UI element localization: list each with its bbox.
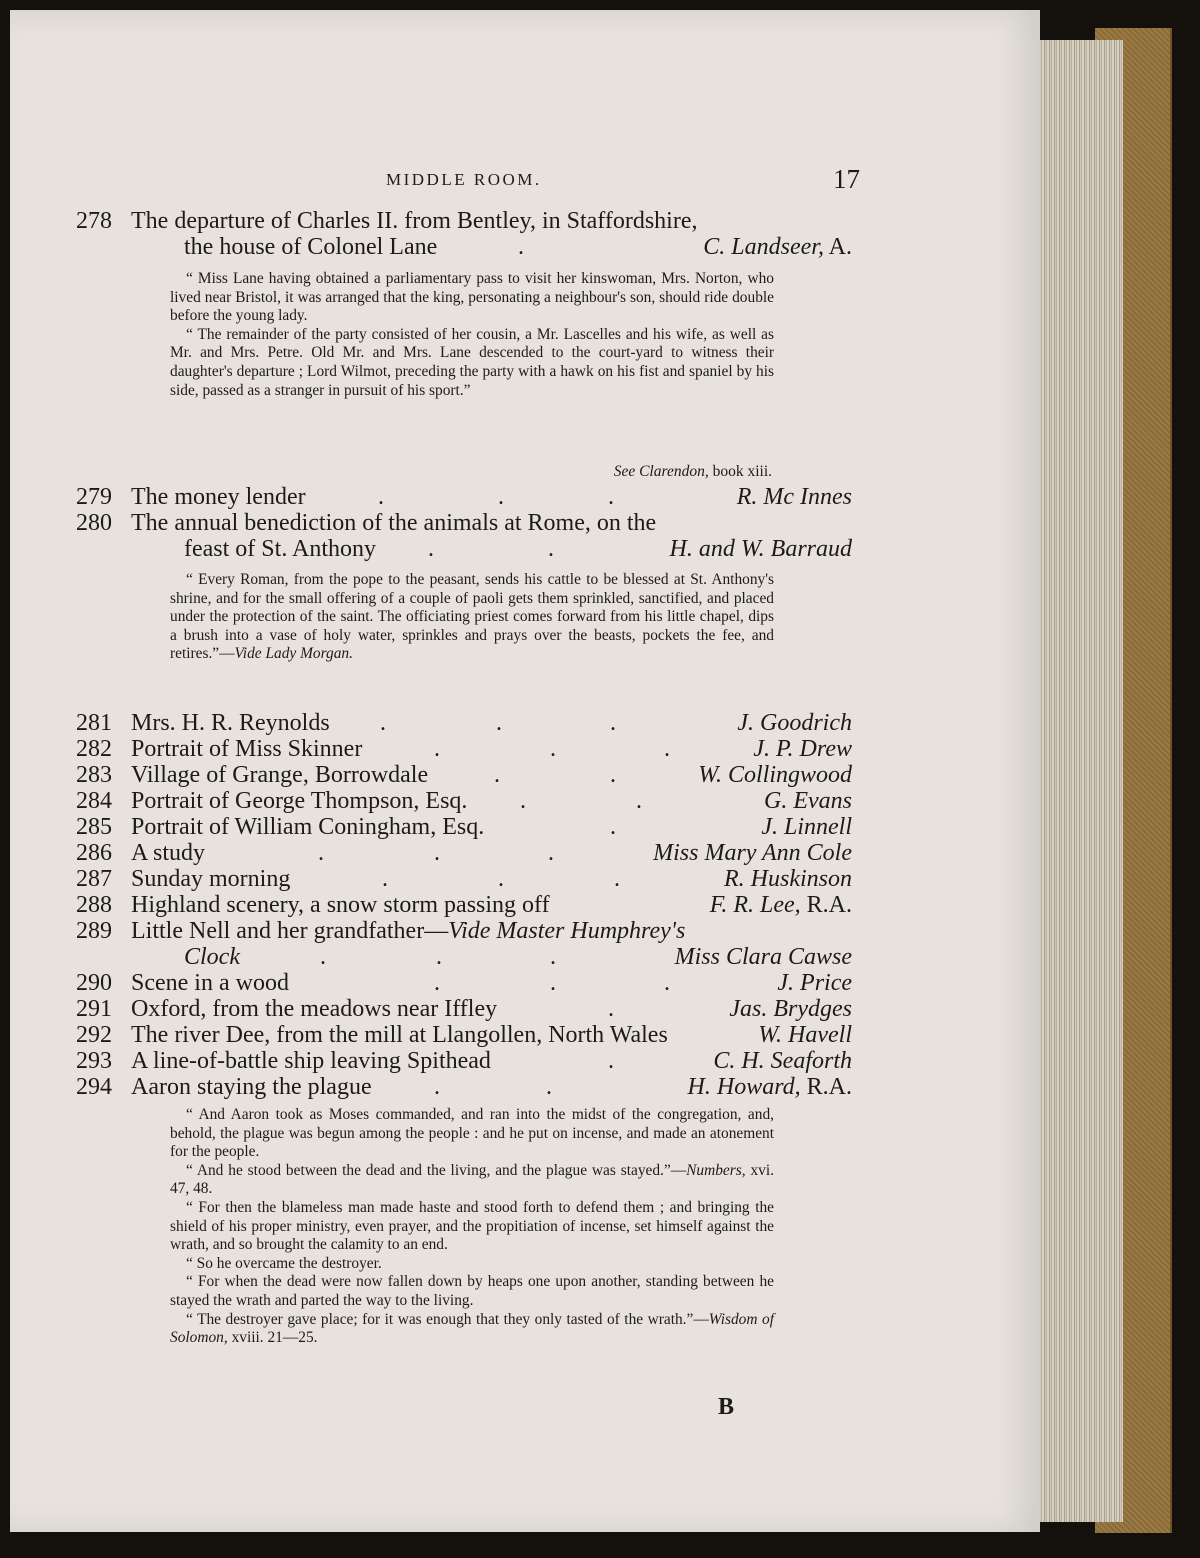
quote-paragraph: “ Every Roman, from the pope to the peasant, sends his cattle to be blessed at St. Anthony's shrine, and for the small offering of a couple of paoli gets them sprinkled, sanctified, and placed under the protection of the saint. The officiating priest comes forward from his little chapel, dips a brush into a vase of holy water, sprinkles and prays over the beasts, pockets the fee, and retires.”—Vide Lady Morgan. — [170, 571, 774, 663]
entry-artist: J. Linnell — [761, 814, 852, 840]
entry-title: the house of Colonel Lane — [184, 234, 438, 260]
entry-artist: J. Price — [777, 970, 852, 996]
quote-paragraph: “ Miss Lane having obtained a parliamentary pass to visit her kinswoman, Mrs. Norton, who lived near Bristol, it was arranged that the king, personating a neighbour's son, should ride double before the young lady. — [170, 270, 774, 325]
entry-artist: W. Collingwood — [698, 762, 852, 788]
entry-number: 282 — [76, 736, 112, 762]
entry-artist: R. Mc Innes — [736, 484, 852, 510]
entry-number: 291 — [76, 996, 112, 1022]
entry-title: The money lender — [131, 484, 306, 510]
entry-title: Highland scenery, a snow storm passing off — [131, 892, 550, 918]
entry-artist: H. and W. Barraud — [669, 536, 852, 562]
entry-title: A line-of-battle ship leaving Spithead — [131, 1048, 491, 1074]
catalogue-page: MIDDLE ROOM. 17 278 The departure of Charles II. from Bentley, in Staffordshire, the house of Colonel Lane . C. Landseer, A. “ Miss Lane having obtained a parliamentary pass to visit her kinswoman, Mrs. Norton, who lived near Bristol, it was arranged that the king, personating a neighbour's son, should ride double before the young lady. “ The remainder of the party consisted of her cousin, a Mr. Lascelles and his wife, as well as Mr. and Mrs. Petre. Old Mr. and Mrs. Lane descended to the court-yard to witness their daughter's departure ; Lord Wilmot, preceding the party with a hawk on his fist and spaniel by his side, passed as a stranger in pursuit of his sport.” See Clarendon, book xiii. 279 The money lender . . . R. Mc Innes 280 The annual benediction of the animals at Rome, on the feast of St. Anthony . . H. and W. Barraud “ Every Roman, from the pope to the peasant, sends his cattle to be blessed at St. Anthony's shrine, and for the small offering of a couple of paoli gets them sprinkled, sanctified, and placed under the protection of the saint. The officiating priest comes forward from his little chapel, dips a brush into a vase of holy water, sprinkles and prays over the beasts, pockets the fee, and retires.”—Vide Lady Morgan. 281 Mrs. H. R. Reynolds . . . J. Goodrich 282 Portrait of Miss Skinner . . . J. P. Drew 283 Village of Grange, Borrowdale . . W. Collingwood 284 Portrait of George Thompson, Esq. . . G. Evans 285 Portrait of William Coningham, Esq. . J. Linnell 286 A study . . . Miss Mary Ann Cole 287 Sunday morning . . . R. Huskinson 288 Highland scenery, a snow storm passing off F. R. Lee, R.A. 289 Little Nell and her grandfather—Vide Master Humphrey's Clock . . . Miss Clara Cawse 290 Scene in a wood . . . J. Price 291 Oxford, from the meadows near Iffley . Jas. Brydges 292 The river Dee, from the mill at Llangollen, North Wales W. Havell 293 A line-of-battle ship leaving Spithead . C. H. Seaforth 294 Aaron staying the plague . . H. Howard, R.A. “ And Aaron took as Moses commanded, and ran into the midst of the congregation, and, behold, the plague was begun among the people : and he put on incense, and made an atonement for the people. “ And he stood between the dead and the living, and the plague was stayed.”—Numbers, xvi. 47, 48. “ For then the blameless man made haste and stood forth to defend them ; and bringing the shield of his proper ministry, even prayer, and the propitiation of incense, set himself against the wrath, and so brought the calamity to an end. “ So he overcame the destroyer. “ For when the dead were now fallen down by heaps one upon another, standing between he stayed the wrath and parted the way to the living. “ The destroyer gave place; for it was enough that they only tasted of the wrath.”—Wisdom of Solomon, xviii. 21—25. B — [10, 10, 1040, 1532]
quote-280 — [170, 571, 774, 664]
entry-artist: Miss Mary Ann Cole — [653, 840, 852, 866]
quote-paragraph: “ For when the dead were now fallen down by heaps one upon another, standing between he stayed the wrath and parted the way to the living. — [170, 1273, 774, 1309]
entry-title: Oxford, from the meadows near Iffley — [131, 996, 498, 1022]
entry-number: 290 — [76, 970, 112, 996]
entry-title: The departure of Charles II. from Bentley, in Staffordshire, — [131, 208, 698, 234]
quote-paragraph: “ For then the blameless man made haste and stood forth to defend them ; and bringing the shield of his proper ministry, even prayer, and the propitiation of incense, set himself against the wrath, and so brought the calamity to an end. — [170, 1198, 774, 1254]
entry-number: 279 — [76, 484, 112, 510]
entry-number: 289 — [76, 918, 112, 944]
running-header — [380, 164, 860, 200]
entry-title: feast of St. Anthony — [184, 536, 376, 562]
entry-title: Portrait of William Coningham, Esq. — [131, 814, 485, 840]
page-number: 17 — [833, 164, 860, 194]
quote-paragraph: “ The destroyer gave place; for it was enough that they only tasted of the wrath.”—Wisdom of Solomon, xviii. 21—25. — [170, 1310, 774, 1347]
entry-title: Mrs. H. R. Reynolds — [131, 710, 330, 736]
entry-artist: J. Goodrich — [737, 710, 852, 736]
quote-paragraph: “ The remainder of the party consisted of her cousin, a Mr. Lascelles and his wife, as well as Mr. and Mrs. Petre. Old Mr. and Mrs. Lane descended to the court-yard to witness their daughter's departure ; Lord Wilmot, preceding the party with a hawk on his fist and spaniel by his side, passed as a stranger in pursuit of his sport.” — [170, 325, 774, 399]
quote-attribution: See Clarendon, book xiii. — [613, 463, 772, 480]
entry-number: 278 — [76, 208, 112, 234]
entry-artist: C. H. Seaforth — [713, 1048, 852, 1074]
entry-title: The annual benediction of the animals at Rome, on the — [131, 510, 657, 536]
entry-artist: H. Howard, R.A. — [687, 1074, 852, 1100]
entry-number: 284 — [76, 788, 112, 814]
running-title: MIDDLE ROOM. — [386, 170, 542, 189]
quote-paragraph: “ So he overcame the destroyer. — [186, 1254, 382, 1272]
entry-title: The river Dee, from the mill at Llangollen, North Wales — [131, 1022, 668, 1048]
entry-title: Scene in a wood — [131, 970, 289, 996]
entry-artist: Jas. Brydges — [729, 996, 852, 1022]
entry-title: Little Nell and her grandfather—Vide Master Humphrey's — [131, 918, 686, 944]
entry-number: 287 — [76, 866, 112, 892]
entry-artist: R. Huskinson — [724, 866, 852, 892]
entry-artist: F. R. Lee, R.A. — [709, 892, 852, 918]
quote-278 — [170, 270, 774, 400]
entry-number: 283 — [76, 762, 112, 788]
entry-number: 286 — [76, 840, 112, 866]
entry-number: 288 — [76, 892, 112, 918]
entry-artist: W. Havell — [758, 1022, 852, 1048]
quote-paragraph: “ And he stood between the dead and the living, and the plague was stayed.”—Numbers, xvi. 47, 48. — [170, 1161, 774, 1198]
entry-title: Portrait of George Thompson, Esq. — [131, 788, 468, 814]
entry-number: 285 — [76, 814, 112, 840]
quote-paragraph: “ And Aaron took as Moses commanded, and ran into the midst of the congregation, and, behold, the plague was begun among the people : and he put on incense, and made an atonement for the people. — [170, 1106, 774, 1161]
entry-artist: C. Landseer, A. — [703, 234, 852, 260]
entry-number: 292 — [76, 1022, 112, 1048]
entry-number: 281 — [76, 710, 112, 736]
entry-artist: G. Evans — [764, 788, 852, 814]
signature-mark: B — [718, 1394, 735, 1420]
entry-title: Village of Grange, Borrowdale — [131, 762, 429, 788]
quote-294 — [170, 1106, 774, 1348]
entry-number: 280 — [76, 510, 112, 536]
entry-artist: Miss Clara Cawse — [674, 944, 852, 970]
entry-number: 293 — [76, 1048, 112, 1074]
entry-title: Sunday morning — [131, 866, 291, 892]
entry-artist: J. P. Drew — [753, 736, 852, 762]
entry-title: Clock — [184, 944, 240, 970]
entry-title: Aaron staying the plague — [131, 1074, 372, 1100]
entry-title: A study — [131, 840, 206, 866]
entry-number: 294 — [76, 1074, 112, 1100]
entry-title: Portrait of Miss Skinner — [131, 736, 363, 762]
